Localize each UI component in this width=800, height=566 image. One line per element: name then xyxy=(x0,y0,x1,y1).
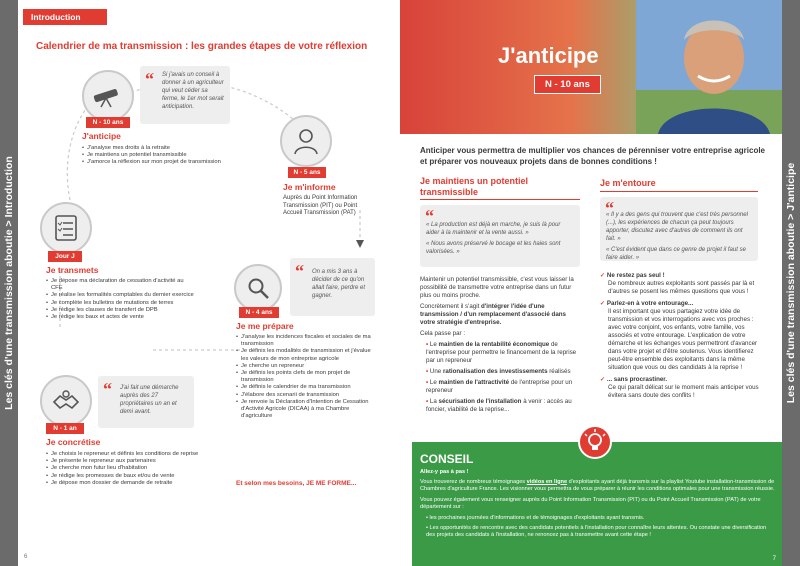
conseil-body xyxy=(420,469,775,540)
col1-bullet-list xyxy=(420,341,580,414)
step-title-anticipe: J'anticipe xyxy=(82,131,121,141)
list-item: Une xyxy=(429,368,443,375)
item-heading: Parlez-en à votre entourage... xyxy=(606,300,694,307)
training-note: Et selon mes besoins, JE ME FORME... xyxy=(236,480,357,487)
list-item-emphasis: sécurisation de l'installation xyxy=(438,398,522,405)
col1-rule xyxy=(420,199,580,200)
quote-text xyxy=(606,211,752,262)
step-tag-n1: N - 1 an xyxy=(46,423,84,434)
step-tag-n4: N - 4 ans xyxy=(239,307,279,318)
paragraph: Cela passe par : xyxy=(420,330,466,337)
item-text: Il est important que vous partagiez votre idée de transmission et vos interrogations avec vos proches : avec votre conjoint, vos enfants, votre famille, vos associés et votre entourage. L'explication de votre démarche et les échanges vous permettront d'avancer dans votre projet et d'être soutenus. Vous identifierez peut-être ensemble des exploitants dans la même situation que vous ou des candidats à la reprise ! xyxy=(608,308,758,371)
bullet-icon: • xyxy=(426,524,430,531)
list-item: • Je réalise les formalités comptables du dernier exercice xyxy=(46,292,196,299)
advisor-icon-circle xyxy=(280,115,332,167)
quote-box-1 xyxy=(140,66,230,124)
item-text: De nombreux autres exploitants sont passés par là et d'autres se posent les mêmes questions que vous ! xyxy=(608,280,755,295)
quote-text: On a mis 3 ans à décider de ce qu'on allait faire, perdre et gagner. xyxy=(312,269,366,299)
quote-line: « La production est déjà en marche, je suis là pour aider à la maintenir et la vente aussi. » xyxy=(426,222,561,236)
list-item: • Je rédige les baux et actes de vente xyxy=(46,314,196,321)
list-item: • Je rédige les promesses de baux et/ou de vente xyxy=(46,473,226,480)
list-item: La xyxy=(429,398,439,405)
item-text: Ce qui paraît délicat sur le moment mais anticiper vous évitera sans doute des conflits ! xyxy=(608,384,759,399)
col1-quote-box xyxy=(420,205,580,267)
list-item: • J'analyse mes droits à la retraite xyxy=(82,145,252,152)
videos-link[interactable]: vidéos en ligne xyxy=(526,478,568,485)
col2-rule xyxy=(600,191,758,192)
check-icon: ✓ xyxy=(600,376,607,383)
quote-text xyxy=(426,221,574,256)
col2-title: Je m'entoure xyxy=(600,178,656,188)
step-bullets-transmets xyxy=(46,278,196,321)
page-number-right: 7 xyxy=(772,556,776,562)
checklist-icon-circle xyxy=(40,202,92,254)
checklist-icon xyxy=(54,214,78,242)
list-item: de l'entreprise pour un repreneur xyxy=(426,379,573,394)
step-tag-jourj: Jour J xyxy=(48,251,82,262)
quote-line: « C'est évident que dans ce genre de projet il faut se faire aider. » xyxy=(606,247,746,261)
paragraph-end: d'exploitants ayant déjà transmis sur la playlist Youtube installation-transmission de Chambres d'agriculture France. Les visionner vous permettra de vous préparer à réunir les conditions optimales pour une transmission réussie. xyxy=(420,478,775,493)
col2-quote-box xyxy=(600,197,758,261)
right-page xyxy=(400,0,800,566)
lead-text: Anticiper vous permettra de multiplier vos chances de pérenniser votre entreprise agricole et préparer vos nouveaux projets dans de bonnes conditions ! xyxy=(420,146,766,166)
list-item-emphasis: maintien de l'attractivité xyxy=(438,379,510,386)
quote-icon: “ xyxy=(295,261,304,281)
col2-body xyxy=(600,272,760,400)
hero-title: J'anticipe xyxy=(498,43,599,68)
check-icon: ✓ xyxy=(600,272,607,279)
list-item: • Je présente le repreneur aux partenaires xyxy=(46,458,226,465)
list-item: • Je définis les points clefs de mon projet de transmission xyxy=(236,370,376,384)
bullet-icon: • xyxy=(426,398,430,405)
telescope-icon-circle xyxy=(82,70,134,122)
lightbulb-icon-badge xyxy=(578,425,612,459)
step-title-prepare: Je me prépare xyxy=(236,321,294,331)
step-title-informe: Je m'informe xyxy=(283,182,336,192)
check-icon: ✓ xyxy=(600,300,607,307)
step-bullets-concretise xyxy=(46,451,226,487)
section-tag: Introduction xyxy=(23,9,107,25)
list-item: • Je définis le calendrier de ma transmission xyxy=(236,384,376,391)
paragraph: Maintenir un potentiel transmissible, c'est vous laisser la possibilité de transmettre votre entreprise dans un futur plus ou moins proche. xyxy=(420,276,574,299)
step-tag-n10: N - 10 ans xyxy=(86,117,130,128)
right-sidebar xyxy=(782,0,800,566)
list-item: les prochaines journées d'informations et de témoignages d'exploitants ayant transmis. xyxy=(429,514,645,521)
quote-icon: “ xyxy=(103,379,112,399)
list-item: • Je maintiens un potentiel transmissible xyxy=(82,152,252,159)
list-item: Le xyxy=(429,341,439,348)
farmer-photo-icon xyxy=(636,0,782,134)
conseil-subtitle: Allez-y pas à pas ! xyxy=(420,469,469,475)
page-title: Calendrier de ma transmission : les grandes étapes de votre réflexion xyxy=(36,41,368,52)
item-heading: Ne restez pas seul ! xyxy=(606,272,665,279)
list-item: • Je dépose ma déclaration de cessation d'activité au CFE xyxy=(46,278,196,292)
quote-box-3 xyxy=(98,376,194,428)
quote-icon: “ xyxy=(605,198,614,218)
quote-box-2 xyxy=(290,258,375,316)
quote-icon: “ xyxy=(145,69,154,89)
list-item: • J'analyse les incidences fiscales et sociales de ma transmission xyxy=(236,334,376,348)
col1-body xyxy=(420,276,580,414)
handshake-icon xyxy=(52,390,80,412)
step-title-transmets: Je transmets xyxy=(46,265,99,275)
quote-text: J'ai fait une démarche auprès des 27 propriétaires un an et demi avant. xyxy=(120,385,179,415)
list-item: • Je cherche un repreneur xyxy=(236,363,376,370)
lightbulb-icon xyxy=(580,427,610,457)
list-item-emphasis: rationalisation des investissements xyxy=(442,368,548,375)
list-item: • J'élabore des scenarii de transmission xyxy=(236,392,376,399)
list-item: Le xyxy=(429,379,439,386)
page-number-left: 6 xyxy=(24,554,28,560)
list-item: • Je renvoie la Déclaration d'Intention de Cessation d'Activité Agricole (DICAA) à ma Chambre d'agriculture xyxy=(236,399,376,421)
col1-title: Je maintiens un potentiel transmissible xyxy=(420,176,529,197)
advisor-icon xyxy=(293,127,319,155)
quote-text: Si j'avais un conseil à donner à un agriculteur qui veut céder sa ferme, le 1er mot serait anticipation. xyxy=(162,72,224,110)
left-sidebar-text: Les clés d'une transmission aboutie > Introduction xyxy=(3,156,16,410)
list-item: • Je rédige les clauses de transfert de DPB xyxy=(46,307,196,314)
hero-tag: N - 10 ans xyxy=(534,75,601,94)
conseil-title: CONSEIL xyxy=(420,452,474,466)
list-item: • Je choisis le repreneur et définis les conditions de reprise xyxy=(46,451,226,458)
quote-icon: “ xyxy=(425,206,434,226)
magnifier-icon-circle xyxy=(234,264,282,312)
list-item-emphasis: maintien de la rentabilité économique xyxy=(438,341,550,348)
quote-line: « Nous avons préservé le bocage et les haies sont valorisées. » xyxy=(426,241,561,255)
quote-line: « Il y a des gens qui trouvent que c'est très personnel (...), les expériences de chacun ça peut toujours apporter, discutez avec d'autres de comment ils ont fait. » xyxy=(606,212,748,242)
step-title-concretise: Je concrétise xyxy=(46,437,101,447)
list-item: réalisés xyxy=(547,368,571,375)
paragraph-start: Vous trouverez de nombreux témoignages xyxy=(420,478,527,485)
step-bullets-prepare xyxy=(236,334,376,420)
list-item: • Je complète les bulletins de mutations de terres xyxy=(46,300,196,307)
list-item: de l'entreprise pour permettre le financement de la reprise par un repreneur xyxy=(426,341,577,364)
paragraph: Vous pouvez également vous renseigner auprès du Point Information Transmission (PIT) ou du Point Accueil Transmission (PAT) de votre département sur : xyxy=(420,496,761,511)
list-item: Les opportunités de rencontre avec des candidats potentiels à l'installation pour connaître leurs attentes. Ou constate une diversification des projets des candidats à l'installation, ne renoncez pas à transmettre avant cette étape ! xyxy=(426,524,767,539)
item-heading: ... sans procrastiner. xyxy=(606,376,668,383)
paragraph-emphasis: d'intégrer l'idée d'une transmission / d'un remplacement d'associé dans votre stratégie d'entreprise. xyxy=(420,303,566,326)
list-item: • Je dépose mon dossier de demande de retraite xyxy=(46,480,226,487)
bullet-icon: • xyxy=(426,368,430,375)
magnifier-icon xyxy=(246,276,270,300)
right-sidebar-text: Les clés d'une transmission aboutie > J'anticipe xyxy=(785,162,798,404)
list-item: • J'amorce la réflexion sur mon projet de transmission xyxy=(82,159,252,166)
paragraph-start: Concrètement il s'agit xyxy=(420,303,482,310)
step-text-informe: Auprès du Point Information Transmission (PIT) ou Point Accueil Transmission (PAT) xyxy=(283,195,358,216)
bullet-icon: • xyxy=(426,341,430,348)
step-bullets-anticipe xyxy=(82,145,252,167)
list-item: à venir : accès au foncier, viabilité de la reprise... xyxy=(426,398,572,413)
step-tag-n5: N - 5 ans xyxy=(288,167,326,178)
bullet-icon: • xyxy=(426,379,430,386)
bullet-icon: • xyxy=(426,514,430,521)
list-item: • Je définis les modalités de transmission et j'évalue les valeurs de mon entreprise agricole xyxy=(236,348,376,362)
handshake-icon-circle xyxy=(40,375,92,427)
telescope-icon xyxy=(92,84,124,108)
list-item: • Je cherche mon futur lieu d'habitation xyxy=(46,465,226,472)
